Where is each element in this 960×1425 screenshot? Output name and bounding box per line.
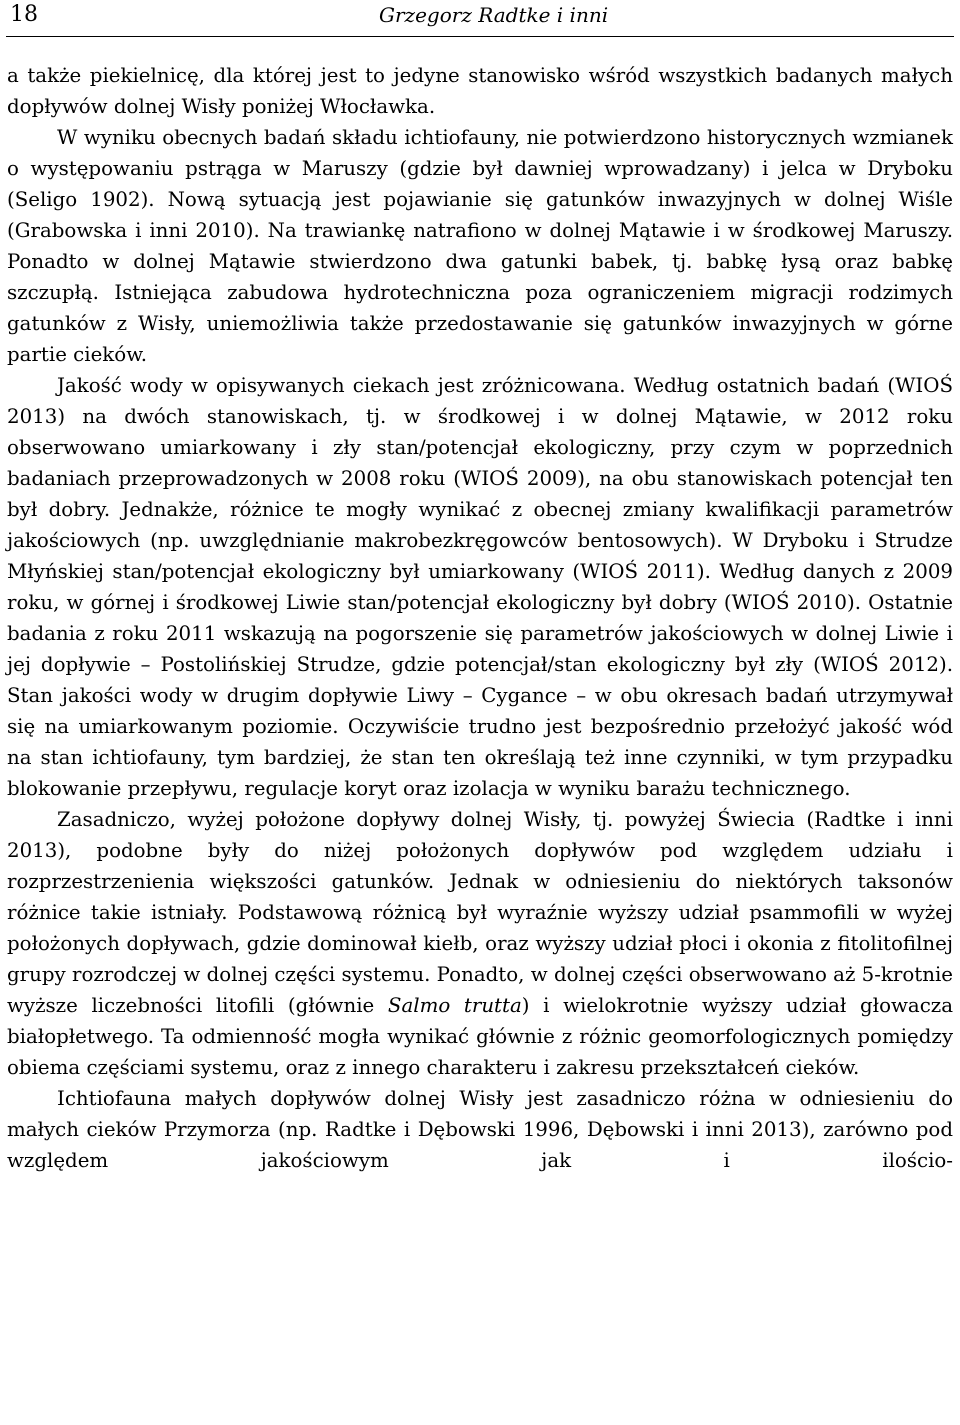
paragraph-5: Ichtiofauna małych dopływów dolnej Wisły jest zasadniczo różna w odniesieniu do małych cieków Przymorza (np. Radtke i Dębowski 1996, Dębowski i inni 2013), zarówno pod względem jakościowym jak i ilościo- [7,1087,953,1172]
paragraph-2: W wyniku obecnych badań składu ichtiofauny, nie potwierdzono historycznych wzmianek o występowaniu pstrąga w Maruszy (gdzie był dawniej wprowadzany) i jelca w Dryboku (Seligo 1902). Nową sytuacją jest pojawianie się gatunków inwazyjnych w dolnej Wiśle (Grabowska i inni 2010). Na trawiankę natrafiono w dolnej Mątawie i w środkowej Maruszy. Ponadto w dolnej Mątawie stwierdzono dwa gatunki babek, tj. babkę łysą oraz babkę szczupłą. Istniejąca zabudowa hydrotechniczna poza ograniczeniem migracji rodzimych gatunków z Wisły, uniemożliwia także przedostawanie się gatunków inwazyjnych w górne partie cieków. [7,126,953,366]
paragraph-4-text-after: ) i wielokrotnie wyższy udział głowacza białopłetwego. Ta odmienność mogła wynikać głównie z różnic geomorfologicznych pomiędzy obiema częściami systemu, oraz z innego charakteru i zakresu przekształceń cieków. [7,994,953,1079]
paragraph-3: Jakość wody w opisywanych ciekach jest zróżnicowana. Według ostatnich badań (WIOŚ 2013) na dwóch stanowiskach, tj. w środkowej i w dolnej Mątawie, w 2012 roku obserwowano umiarkowany i zły stan/potencjał ekologiczny, przy czym w poprzednich badaniach przeprowadzonych w 2008 roku (WIOŚ 2009), na obu stanowiskach potencjał ten był dobry. Jednakże, różnice te mogły wynikać z obecnej zmiany kwalifikacji parametrów jakościowych (np. uwzględnianie makrobezkręgowców bentosowych). W Dryboku i Strudze Młyńskiej stan/potencjał ekologiczny był umiarkowany (WIOŚ 2011). Według danych z 2009 roku, w górnej i środkowej Liwie stan/potencjał ekologiczny był dobry (WIOŚ 2010). Ostatnie badania z roku 2011 wskazują na pogorszenie się parametrów jakościowych w dolnej Liwie i jej dopływie – Postolińskiej Strudze, gdzie potencjał/stan ekologiczny był zły (WIOŚ 2012). Stan jakości wody w drugim dopływie Liwy – Cygance – w obu okresach badań utrzymywał się na umiarkowanym poziomie. Oczywiście trudno jest bezpośrednio przełożyć jakość wód na stan ichtiofauny, tym bardziej, że stan ten określają też inne czynniki, w tym przypadku blokowanie przepływu, regulacje koryt oraz izolacja w wyniku barażu technicznego. [7,374,953,800]
paragraph-4-text-before: Zasadniczo, wyżej położone dopływy dolnej Wisły, tj. powyżej Świecia (Radtke i inni 2013), podobne były do niżej położonych dopływów pod względem udziału i rozprzestrzenienia większości gatunków. Jednak w odniesieniu do niektórych taksonów różnice takie istniały. Podstawową różnicą był wyraźnie wyższy udział psammofili w wyżej położonych dopływach, gdzie dominował kiełb, oraz wyższy udział płoci i okonia z fitolitofilnej grupy rozrodczej w dolnej części systemu. Ponadto, w dolnej części obserwowano aż 5-krotnie wyższe liczebności litofili (głównie [7,808,953,1017]
body-text [7,60,953,1176]
page-header [6,0,954,37]
paragraph-1: a także piekielnicę, dla której jest to jedyne stanowisko wśród wszystkich badanych małych dopływów dolnej Wisły poniżej Włocławka. [7,64,953,118]
running-head: Grzegorz Radtke i inni [379,3,609,27]
page-number: 18 [10,2,38,27]
paragraph-4 [7,804,953,1083]
species-name: Salmo trutta [387,994,522,1017]
